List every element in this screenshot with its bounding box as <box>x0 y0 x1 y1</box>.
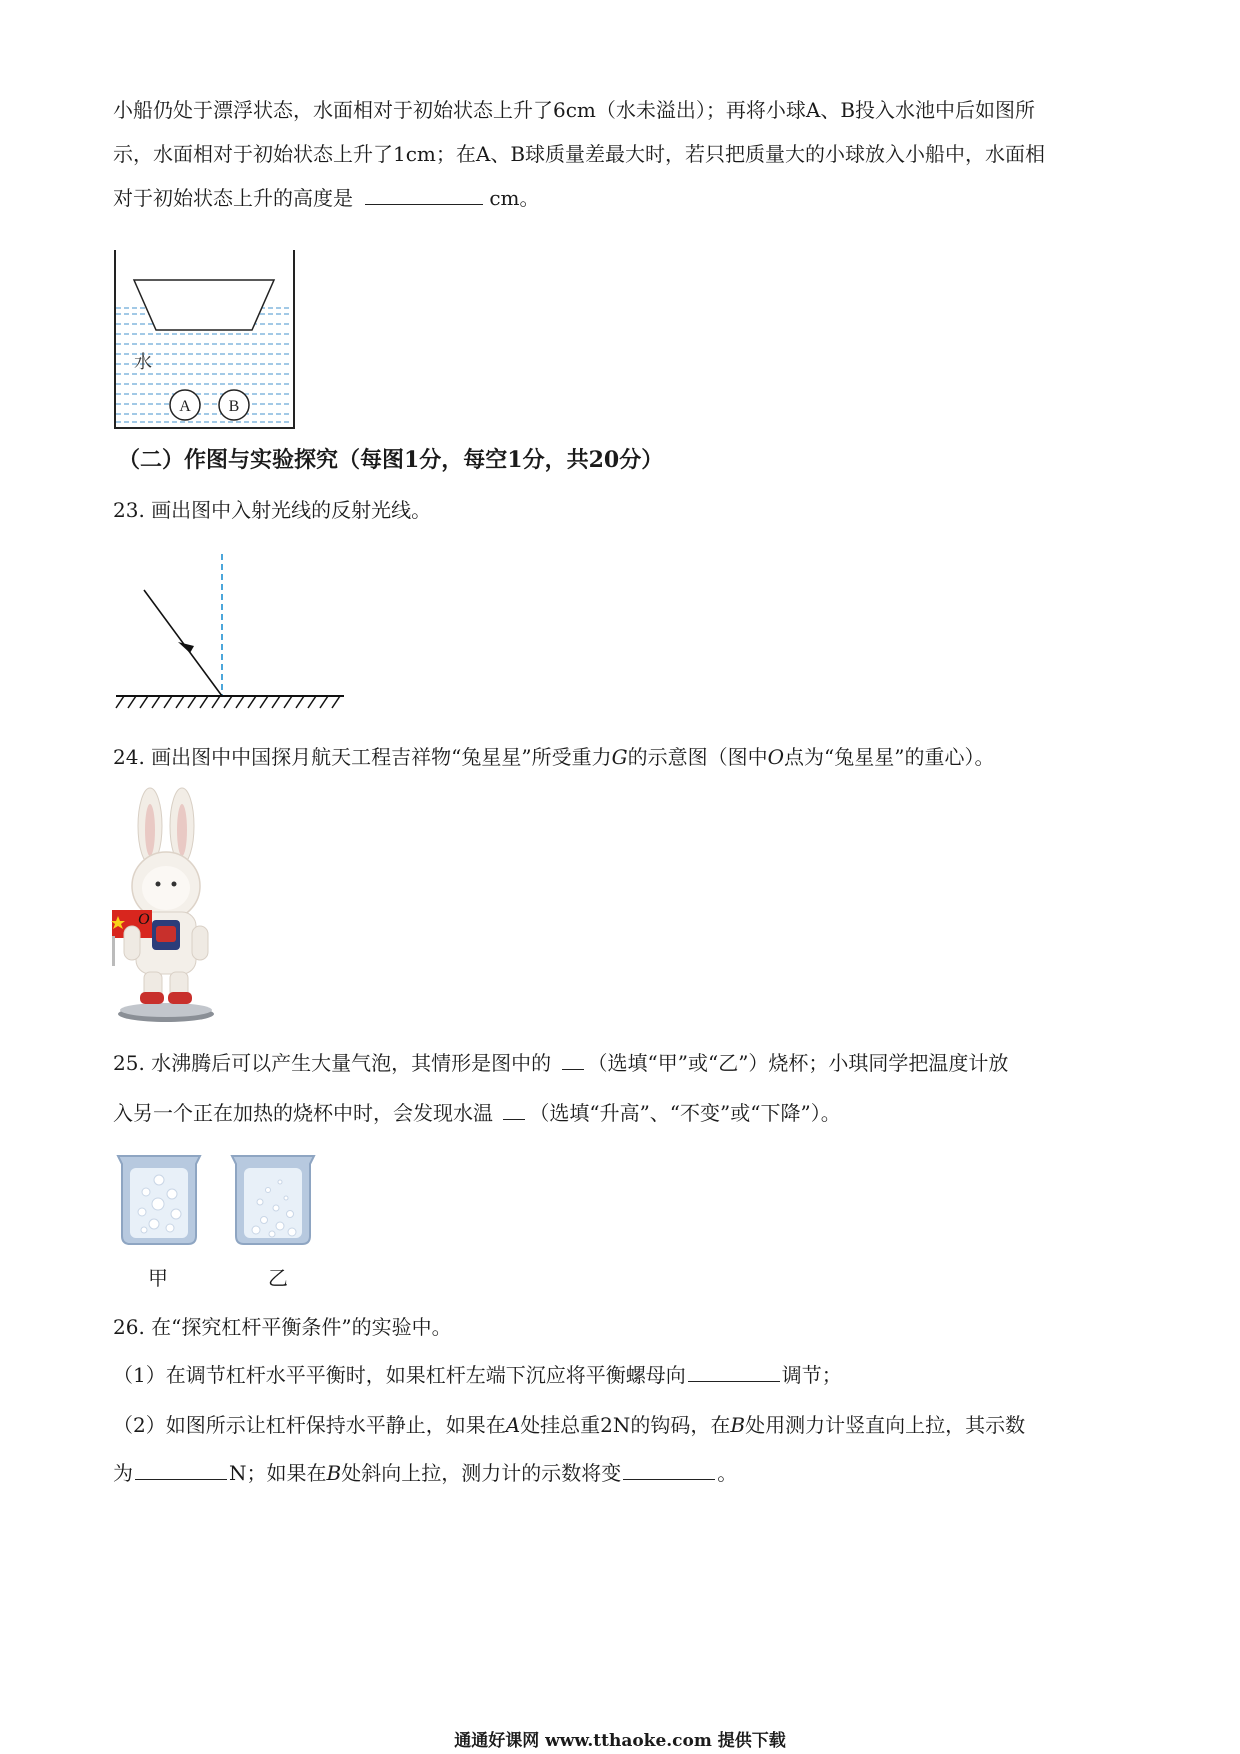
tank-walls <box>115 250 294 428</box>
problem-24-text-3: 点为“兔星星”的重心）。 <box>784 745 995 769</box>
problem-22-line-3-text: 对于初始状态上升的高度是 <box>113 186 353 210</box>
answer-blank[interactable] <box>365 186 483 205</box>
point-b-symbol: B <box>730 1413 746 1437</box>
beaker-yi-image <box>228 1152 318 1248</box>
problem-22-line-2: 示，水面相对于初始状态上升了1cm；在A、B球质量差最大时，若只把质量大的小球放入小船中，水面相 <box>113 142 1046 166</box>
problem-22-unit: cm。 <box>489 186 540 210</box>
problem-24 <box>113 743 994 771</box>
ray-arrow <box>178 642 194 653</box>
reflection-figure <box>110 550 350 720</box>
answer-blank[interactable] <box>562 1051 584 1070</box>
problem-25-text-4: （选填“升高”、“不变”或“下降”）。 <box>529 1101 841 1125</box>
tank-figure <box>112 248 298 430</box>
problem-26-q1-text: （1）在调节杠杆水平平衡时，如果杠杆左端下沉应将平衡螺母向 <box>113 1363 686 1387</box>
answer-blank[interactable] <box>623 1461 715 1480</box>
point-a-symbol: A <box>505 1413 521 1437</box>
problem-26-q3-text-3: 处斜向上拉，测力计的示数将变 <box>341 1461 622 1485</box>
problem-25-text-2: （选填“甲”或“乙”）烧杯；小琪同学把温度计放 <box>587 1051 1009 1075</box>
problem-26-q2 <box>113 1411 1025 1439</box>
answer-blank[interactable] <box>135 1461 227 1480</box>
water-label: 水 <box>134 352 152 373</box>
rabbit-mascot-image <box>108 786 218 1026</box>
section-heading: （二）作图与实验探究（每图1分，每空1分，共20分） <box>118 447 664 473</box>
problem-26-q3-end: 。 <box>717 1461 738 1485</box>
problem-26-q3 <box>113 1459 737 1487</box>
problem-23: 23. 画出图中入射光线的反射光线。 <box>113 498 432 522</box>
problem-25-text-3: 入另一个正在加热的烧杯中时，会发现水温 <box>113 1101 493 1125</box>
page-footer: 通通好课网 www.tthaoke.com 提供下载 <box>454 1731 786 1751</box>
beaker-yi-label: 乙 <box>268 1266 288 1290</box>
problem-26-intro: 26. 在“探究杠杆平衡条件”的实验中。 <box>113 1315 452 1339</box>
mirror-hatching <box>116 696 340 708</box>
gravity-symbol: G <box>611 745 628 769</box>
center-of-gravity-label: O <box>138 911 150 928</box>
ball-b-label: B <box>228 398 240 415</box>
boat-shape <box>134 280 274 330</box>
problem-26-q1 <box>113 1361 842 1389</box>
problem-22-line-3 <box>113 184 540 212</box>
problem-26-q1-end: 调节； <box>781 1363 842 1387</box>
problem-22-line-1: 小船仍处于漂浮状态，水面相对于初始状态上升了6cm（水未溢出）；再将小球A、B投入水池中后如图所 <box>113 98 1036 122</box>
answer-blank[interactable] <box>688 1363 780 1382</box>
problem-26-q2-text-3: 处用测力计竖直向上拉，其示数 <box>745 1413 1026 1437</box>
beaker-jia-image <box>114 1152 204 1248</box>
problem-26-q3-text-2: N；如果在 <box>229 1461 327 1485</box>
incident-ray <box>144 590 222 696</box>
problem-26-q3-text-1: 为 <box>113 1461 133 1485</box>
problem-25-line-2 <box>113 1099 841 1127</box>
problem-24-text-1: 24. 画出图中中国探月航天工程吉祥物“兔星星”所受重力 <box>113 745 612 769</box>
problem-26-q2-text-2: 处挂总重2N的钩码，在 <box>520 1413 731 1437</box>
problem-24-text-2: 的示意图（图中 <box>627 745 768 769</box>
answer-blank[interactable] <box>503 1101 525 1120</box>
point-o-symbol: O <box>767 745 785 769</box>
point-b-symbol: B <box>326 1461 342 1485</box>
problem-25-text-1: 25. 水沸腾后可以产生大量气泡，其情形是图中的 <box>113 1051 552 1075</box>
problem-25-line-1 <box>113 1049 1008 1077</box>
problem-26-q2-text-1: （2）如图所示让杠杆保持水平静止，如果在 <box>113 1413 506 1437</box>
beaker-jia-label: 甲 <box>148 1266 168 1290</box>
ball-a-label: A <box>179 398 191 415</box>
